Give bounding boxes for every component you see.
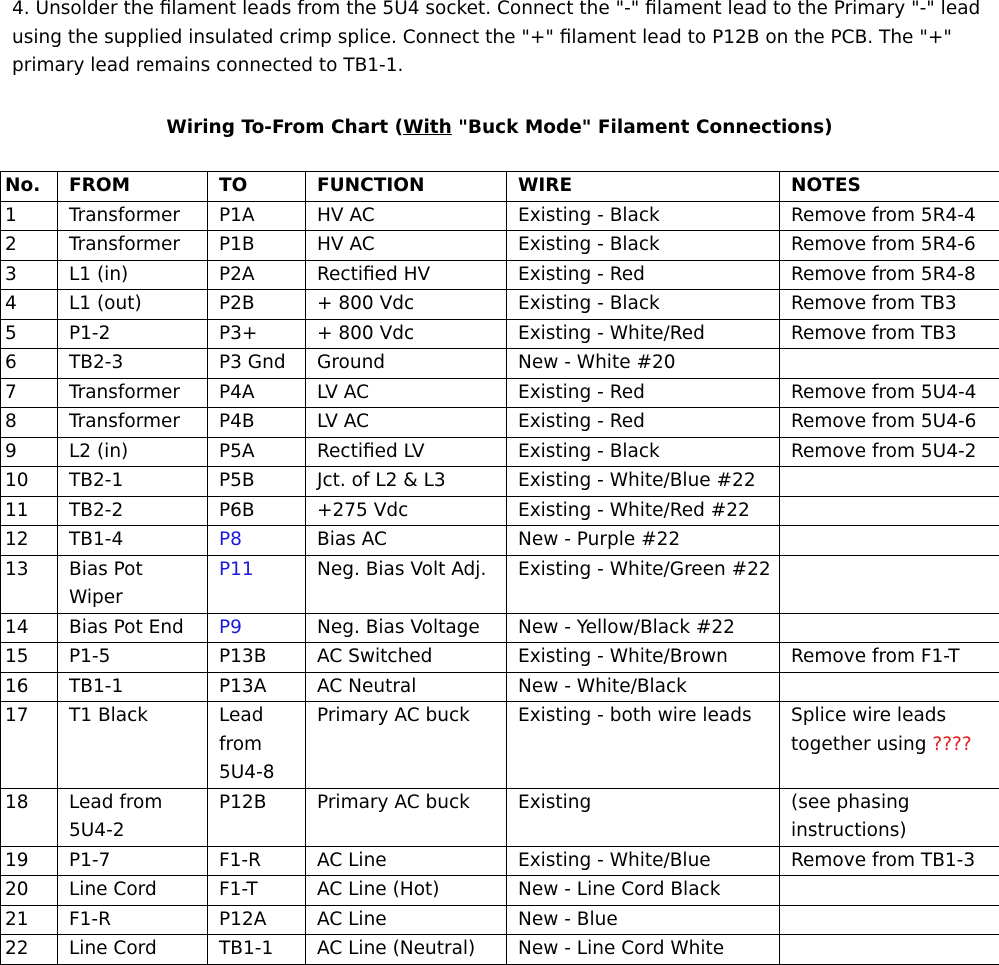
- cell-function: AC Line (Neutral): [306, 935, 507, 965]
- cell-notes: [780, 613, 999, 643]
- cell-to: P5A: [208, 437, 306, 467]
- table-row: [1, 526, 999, 556]
- table-row: [1, 672, 999, 702]
- cell-notes: Remove from TB3: [780, 319, 999, 349]
- cell-wire: New - Purple #22: [507, 526, 780, 556]
- cell-notes: Remove from TB1-3: [780, 846, 999, 876]
- cell-wire: Existing - Black: [507, 437, 780, 467]
- cell-no: 5: [1, 319, 58, 349]
- cell-wire: Existing - Red: [507, 378, 780, 408]
- table-row: [1, 437, 999, 467]
- cell-from: L2 (in): [58, 437, 208, 467]
- cell-to: F1-R: [208, 846, 306, 876]
- cell-to: P11: [208, 555, 306, 613]
- table-row: [1, 876, 999, 906]
- cell-notes: Remove from 5R4-6: [780, 231, 999, 261]
- cell-no: 4: [1, 290, 58, 320]
- cell-no: 3: [1, 260, 58, 290]
- cell-from: Lead from 5U4-2: [58, 788, 208, 846]
- cell-to: P8: [208, 526, 306, 556]
- cell-to: P4A: [208, 378, 306, 408]
- cell-notes: [780, 555, 999, 613]
- cell-function: LV AC: [306, 408, 507, 438]
- table-row: [1, 319, 999, 349]
- cell-no: 15: [1, 643, 58, 673]
- cell-function: AC Line (Hot): [306, 876, 507, 906]
- table-row: [1, 378, 999, 408]
- cell-from: Bias Pot End: [58, 613, 208, 643]
- cell-function: Neg. Bias Voltage: [306, 613, 507, 643]
- cell-from: F1-R: [58, 905, 208, 935]
- cell-from: TB1-1: [58, 672, 208, 702]
- table-row: [1, 613, 999, 643]
- title-prefix: Wiring To-From Chart (: [166, 117, 403, 138]
- cell-from: P1-5: [58, 643, 208, 673]
- cell-no: 18: [1, 788, 58, 846]
- cell-from: L1 (out): [58, 290, 208, 320]
- table-row: [1, 467, 999, 497]
- cell-wire: New - Blue: [507, 905, 780, 935]
- table-row: [1, 496, 999, 526]
- cell-wire: Existing - Red: [507, 260, 780, 290]
- cell-notes: Remove from 5R4-4: [780, 201, 999, 231]
- cell-wire: Existing: [507, 788, 780, 846]
- cell-to: P1A: [208, 201, 306, 231]
- cell-no: 22: [1, 935, 58, 965]
- cell-from: L1 (in): [58, 260, 208, 290]
- cell-function: Rectified LV: [306, 437, 507, 467]
- cell-from: TB1-4: [58, 526, 208, 556]
- cell-notes: Remove from 5U4-2: [780, 437, 999, 467]
- cell-notes: Remove from 5R4-8: [780, 260, 999, 290]
- cell-notes: [780, 905, 999, 935]
- cell-from: TB2-2: [58, 496, 208, 526]
- cell-function: + 800 Vdc: [306, 290, 507, 320]
- wiring-chart-table: [0, 171, 999, 965]
- cell-from: TB2-1: [58, 467, 208, 497]
- title-suffix: "Buck Mode" Filament Connections): [452, 117, 833, 138]
- table-row: [1, 408, 999, 438]
- cell-no: 8: [1, 408, 58, 438]
- cell-function: AC Neutral: [306, 672, 507, 702]
- cell-wire: Existing - Black: [507, 201, 780, 231]
- cell-function: Primary AC buck: [306, 702, 507, 789]
- cell-to: P3+: [208, 319, 306, 349]
- cell-to: P6B: [208, 496, 306, 526]
- cell-wire: Existing - White/Blue #22: [507, 467, 780, 497]
- cell-to: P12A: [208, 905, 306, 935]
- cell-to: F1-T: [208, 876, 306, 906]
- cell-notes: [780, 496, 999, 526]
- cell-wire: Existing - Black: [507, 290, 780, 320]
- cell-function: Primary AC buck: [306, 788, 507, 846]
- cell-no: 9: [1, 437, 58, 467]
- chart-title: [0, 114, 999, 142]
- table-row: [1, 846, 999, 876]
- cell-from: Transformer: [58, 231, 208, 261]
- cell-notes: Remove from 5U4-4: [780, 378, 999, 408]
- cell-function: +275 Vdc: [306, 496, 507, 526]
- cell-notes: Remove from TB3: [780, 290, 999, 320]
- cell-to: P13A: [208, 672, 306, 702]
- cell-function: Bias AC: [306, 526, 507, 556]
- cell-wire: New - Line Cord Black: [507, 876, 780, 906]
- table-row: [1, 290, 999, 320]
- cell-to: P5B: [208, 467, 306, 497]
- cell-wire: Existing - White/Blue: [507, 846, 780, 876]
- cell-no: 19: [1, 846, 58, 876]
- cell-wire: Existing - White/Red #22: [507, 496, 780, 526]
- cell-no: 1: [1, 201, 58, 231]
- cell-from: Transformer: [58, 408, 208, 438]
- header-notes: NOTES: [780, 172, 999, 202]
- table-row: [1, 231, 999, 261]
- table-row: [1, 555, 999, 613]
- cell-notes: Remove from F1-T: [780, 643, 999, 673]
- header-from: FROM: [58, 172, 208, 202]
- table-row: [1, 905, 999, 935]
- header-wire: WIRE: [507, 172, 780, 202]
- cell-function: HV AC: [306, 201, 507, 231]
- cell-from: Line Cord: [58, 876, 208, 906]
- cell-no: 10: [1, 467, 58, 497]
- cell-notes: Splice wire leads together using ????: [780, 702, 999, 789]
- cell-function: HV AC: [306, 231, 507, 261]
- cell-to: P1B: [208, 231, 306, 261]
- cell-wire: Existing - White/Red: [507, 319, 780, 349]
- table-row: [1, 349, 999, 379]
- cell-function: Rectified HV: [306, 260, 507, 290]
- cell-to: TB1-1: [208, 935, 306, 965]
- cell-function: AC Line: [306, 905, 507, 935]
- cell-function: LV AC: [306, 378, 507, 408]
- cell-wire: New - White #20: [507, 349, 780, 379]
- header-no: No.: [1, 172, 58, 202]
- cell-from: Line Cord: [58, 935, 208, 965]
- splice-unknown-marker: ????: [932, 734, 971, 755]
- title-emphasis: With: [403, 117, 452, 138]
- cell-notes: [780, 349, 999, 379]
- cell-wire: New - Yellow/Black #22: [507, 613, 780, 643]
- cell-from: Transformer: [58, 378, 208, 408]
- cell-function: AC Switched: [306, 643, 507, 673]
- cell-notes: [780, 876, 999, 906]
- cell-wire: Existing - White/Brown: [507, 643, 780, 673]
- cell-no: 6: [1, 349, 58, 379]
- cell-wire: Existing - White/Green #22: [507, 555, 780, 613]
- cell-notes: (see phasing instructions): [780, 788, 999, 846]
- table-header-row: [1, 172, 999, 202]
- cell-notes: [780, 672, 999, 702]
- cell-to: P12B: [208, 788, 306, 846]
- cell-to: P4B: [208, 408, 306, 438]
- cell-to: P2B: [208, 290, 306, 320]
- cell-no: 16: [1, 672, 58, 702]
- cell-no: 11: [1, 496, 58, 526]
- cell-to: P9: [208, 613, 306, 643]
- cell-notes: [780, 935, 999, 965]
- table-row: [1, 935, 999, 965]
- cell-to: P2A: [208, 260, 306, 290]
- cell-no: 2: [1, 231, 58, 261]
- cell-no: 7: [1, 378, 58, 408]
- cell-no: 14: [1, 613, 58, 643]
- table-row: [1, 788, 999, 846]
- cell-function: Jct. of L2 & L3: [306, 467, 507, 497]
- cell-from: Transformer: [58, 201, 208, 231]
- cell-no: 21: [1, 905, 58, 935]
- cell-no: 17: [1, 702, 58, 789]
- cell-to: P13B: [208, 643, 306, 673]
- cell-from: P1-2: [58, 319, 208, 349]
- cell-no: 13: [1, 555, 58, 613]
- table-row: [1, 260, 999, 290]
- cell-function: Ground: [306, 349, 507, 379]
- cell-wire: Existing - both wire leads: [507, 702, 780, 789]
- cell-function: + 800 Vdc: [306, 319, 507, 349]
- cell-from: P1-7: [58, 846, 208, 876]
- cell-wire: New - White/Black: [507, 672, 780, 702]
- cell-function: AC Line: [306, 846, 507, 876]
- cell-wire: New - Line Cord White: [507, 935, 780, 965]
- cell-wire: Existing - Red: [507, 408, 780, 438]
- table-row: [1, 702, 999, 789]
- cell-from: TB2-3: [58, 349, 208, 379]
- header-function: FUNCTION: [306, 172, 507, 202]
- step-4-instructions: 4. Unsolder the filament leads from the 5U4 socket. Connect the "-" filament lead to the Primary "-" lead using the supplied insulated crimp splice. Connect the "+" filament lead to P12B on the PCB. The "+" primary lead remains connected to TB1-1.: [12, 0, 992, 81]
- cell-to: P3 Gnd: [208, 349, 306, 379]
- cell-from: Bias Pot Wiper: [58, 555, 208, 613]
- cell-notes: [780, 526, 999, 556]
- cell-notes: [780, 467, 999, 497]
- cell-no: 20: [1, 876, 58, 906]
- cell-wire: Existing - Black: [507, 231, 780, 261]
- header-to: TO: [208, 172, 306, 202]
- cell-to: Lead from 5U4-8: [208, 702, 306, 789]
- table-row: [1, 643, 999, 673]
- table-row: [1, 201, 999, 231]
- cell-from: T1 Black: [58, 702, 208, 789]
- cell-no: 12: [1, 526, 58, 556]
- cell-notes: Remove from 5U4-6: [780, 408, 999, 438]
- cell-function: Neg. Bias Volt Adj.: [306, 555, 507, 613]
- table-body: [1, 201, 999, 964]
